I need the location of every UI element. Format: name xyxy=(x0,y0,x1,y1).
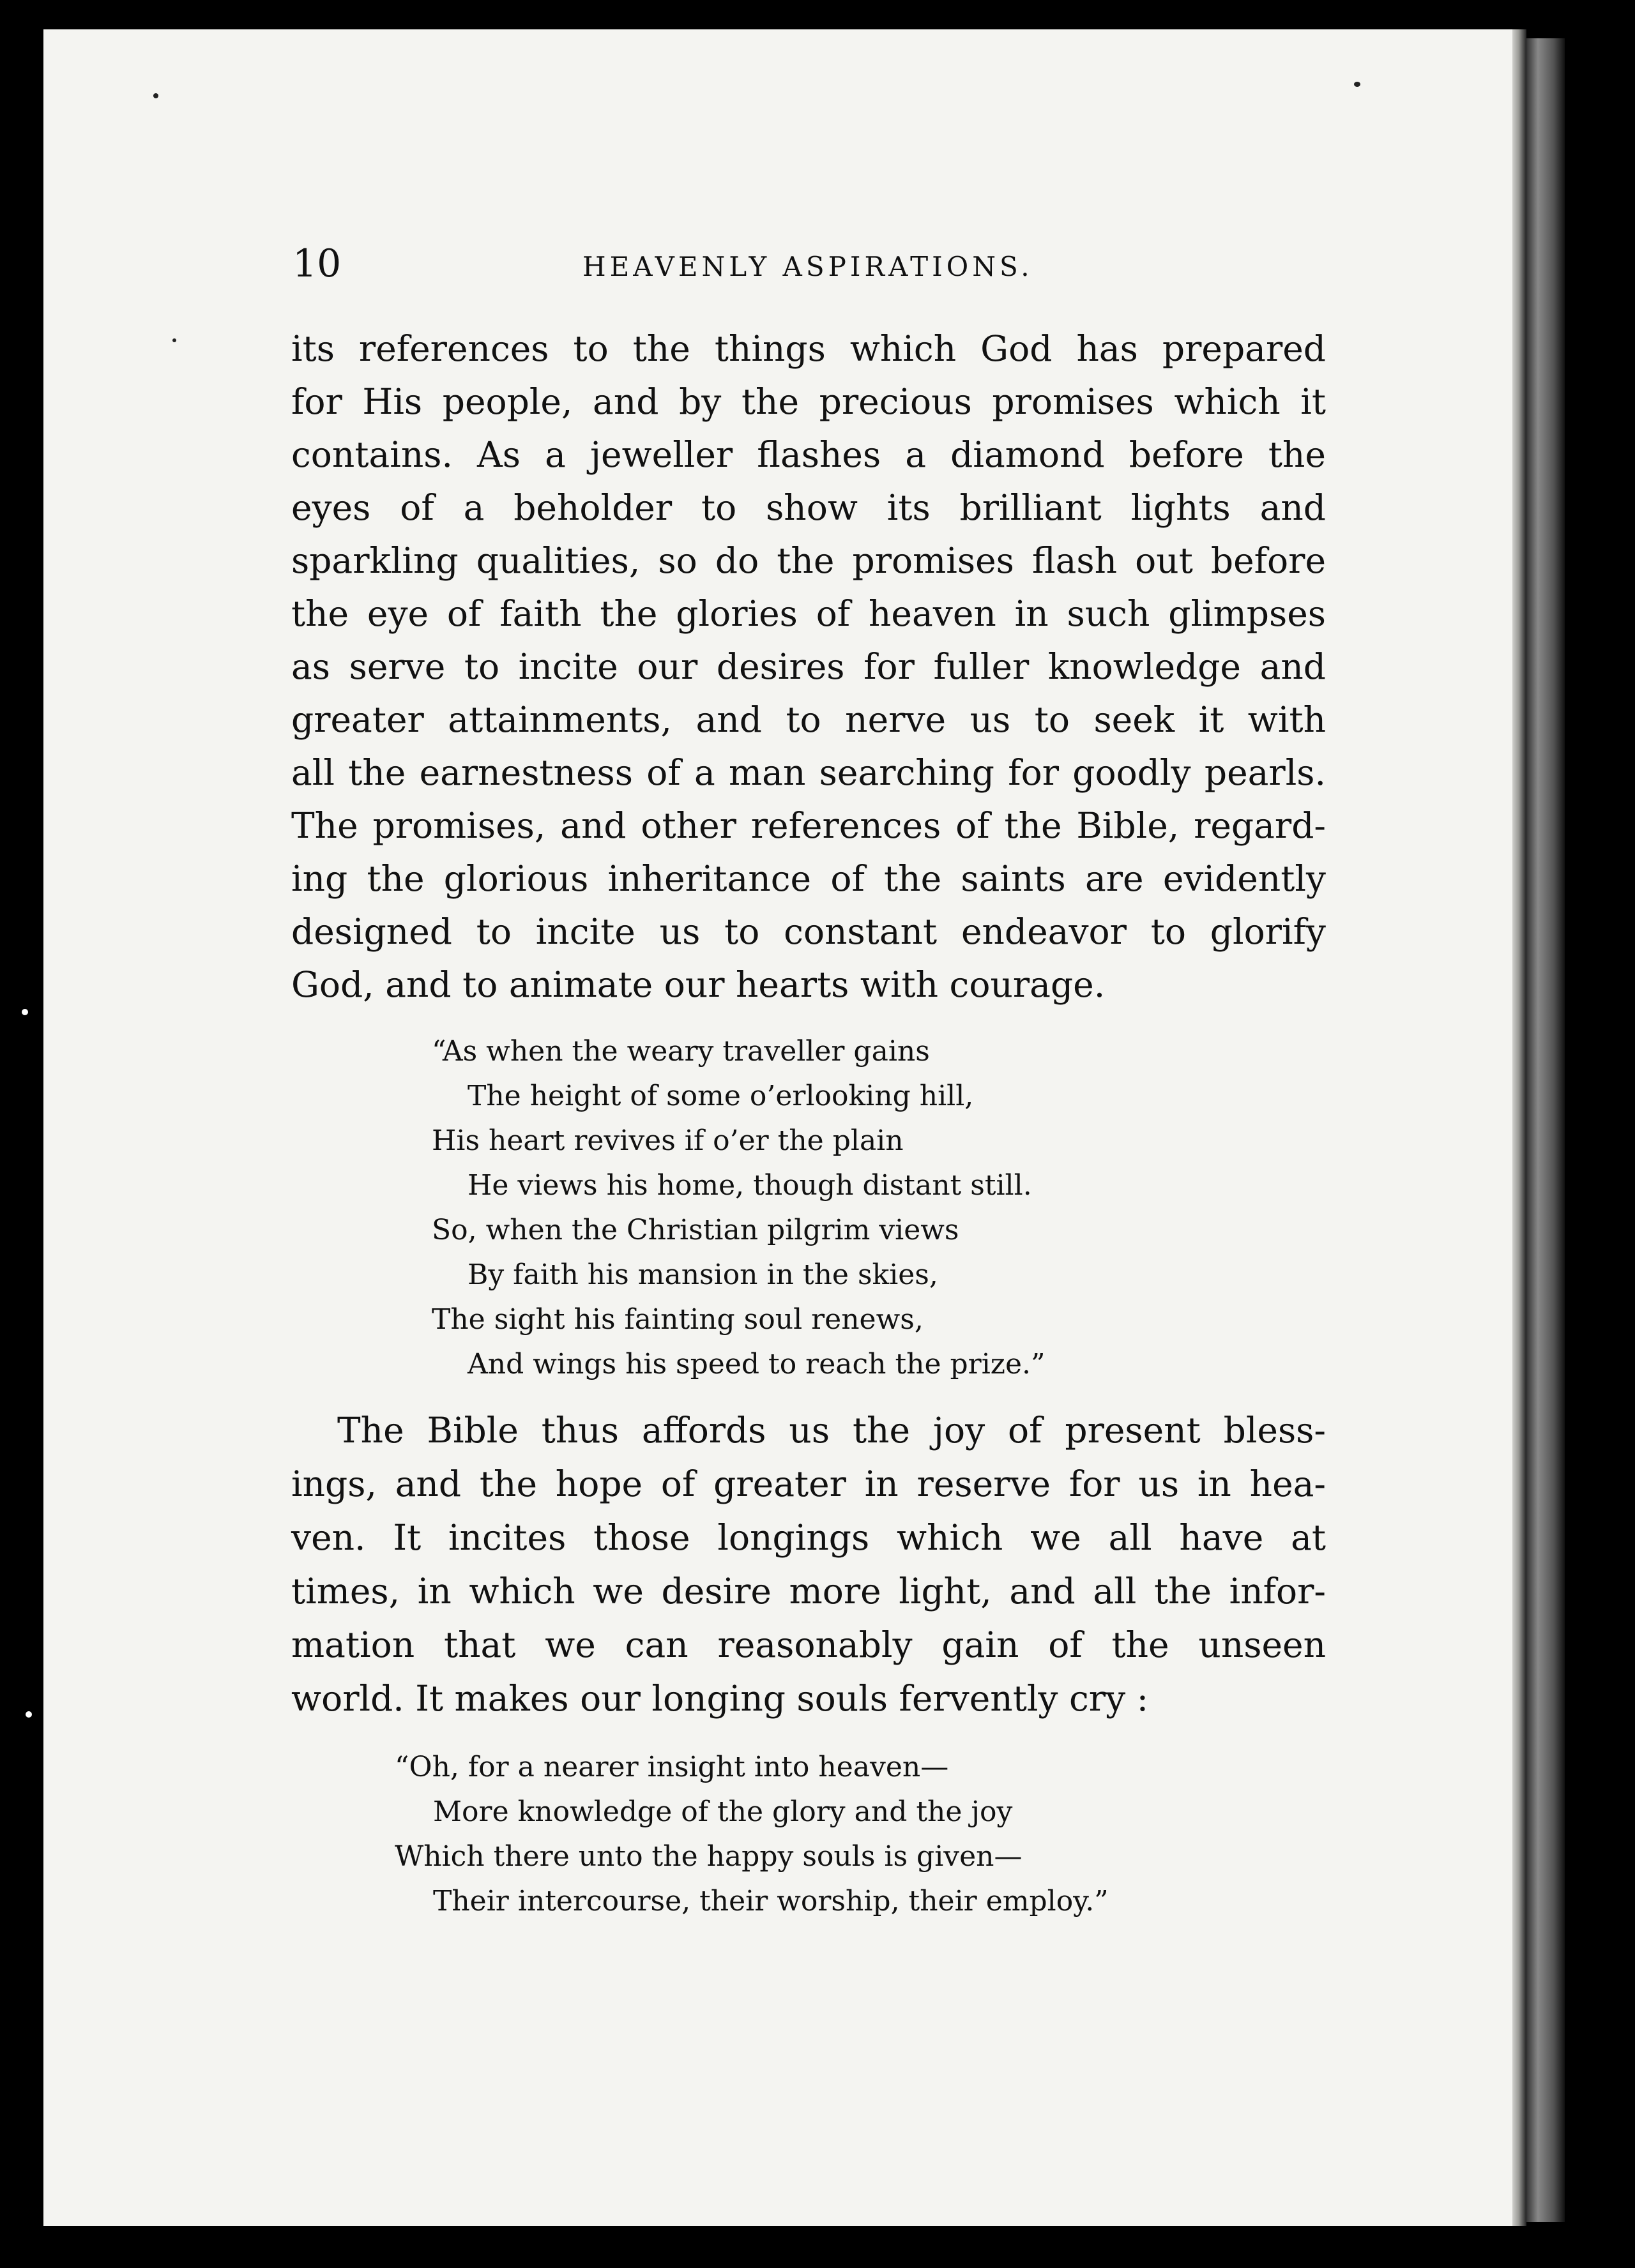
verse-quotation-2 xyxy=(395,1745,1109,1924)
text-line: greater attainments, and to nerve us to seek it with xyxy=(291,699,1326,740)
text-line: world. It makes our longing souls fervently cry : xyxy=(291,1678,1149,1719)
text-line: The promises, and other references of the Bible, regard- xyxy=(291,805,1326,846)
verse-line: “As when the weary traveller gains xyxy=(432,1035,930,1068)
verse-line: More knowledge of the glory and the joy xyxy=(433,1796,1013,1828)
ink-speck xyxy=(22,1009,28,1015)
text-line: the eye of faith the glories of heaven in such glimpses xyxy=(291,593,1326,634)
ink-speck xyxy=(1354,82,1360,87)
verse-line: And wings his speed to reach the prize.” xyxy=(468,1348,1046,1380)
text-line: times, in which we desire more light, and all the infor- xyxy=(291,1571,1326,1612)
ink-speck xyxy=(172,338,176,342)
text-line: sparkling qualities, so do the promises flash out before xyxy=(291,540,1326,581)
text-line: ven. It incites those longings which we all have at xyxy=(291,1517,1326,1558)
paragraph-2 xyxy=(291,1403,1326,1725)
text-line: God, and to animate our hearts with courage. xyxy=(291,964,1106,1005)
verse-line: Which there unto the happy souls is given— xyxy=(395,1840,1023,1873)
text-line: for His people, and by the precious promises which it xyxy=(291,381,1326,422)
ink-speck xyxy=(153,93,158,98)
page-number: 10 xyxy=(293,241,342,286)
running-title: HEAVENLY ASPIRATIONS. xyxy=(582,251,1033,282)
text-line: The Bible thus affords us the joy of present bless- xyxy=(337,1410,1326,1451)
text-line: mation that we can reasonably gain of the unseen xyxy=(291,1624,1326,1665)
verse-line: He views his home, though distant still. xyxy=(468,1169,1032,1202)
verse-line: The height of some o’erlooking hill, xyxy=(468,1080,974,1112)
text-line: contains. As a jeweller flashes a diamond before the xyxy=(291,434,1326,475)
verse-line: His heart revives if o’er the plain xyxy=(432,1124,904,1157)
verse-line: By faith his mansion in the skies, xyxy=(468,1259,938,1291)
paragraph-1 xyxy=(291,322,1326,1011)
ink-speck xyxy=(26,1711,32,1718)
verse-line: The sight his fainting soul renews, xyxy=(432,1303,924,1336)
verse-line: So, when the Christian pilgrim views xyxy=(432,1214,959,1246)
book-spine xyxy=(1526,38,1565,2222)
running-head xyxy=(250,241,1336,292)
text-line: ings, and the hope of greater in reserve for us in hea- xyxy=(291,1463,1326,1504)
text-line: eyes of a beholder to show its brilliant lights and xyxy=(291,487,1326,528)
text-line: all the earnestness of a man searching for goodly pearls. xyxy=(291,752,1326,793)
text-line: as serve to incite our desires for fuller knowledge and xyxy=(291,646,1326,687)
verse-quotation-1 xyxy=(432,1029,1045,1387)
verse-line: “Oh, for a nearer insight into heaven— xyxy=(395,1751,949,1783)
text-line: ing the glorious inheritance of the saints are evidently xyxy=(291,858,1326,899)
text-line: designed to incite us to constant endeavor to glorify xyxy=(291,911,1326,952)
page-edge-shadow xyxy=(1512,29,1526,2226)
text-line: its references to the things which God has prepared xyxy=(291,328,1326,369)
verse-line: Their intercourse, their worship, their employ.” xyxy=(433,1885,1109,1917)
